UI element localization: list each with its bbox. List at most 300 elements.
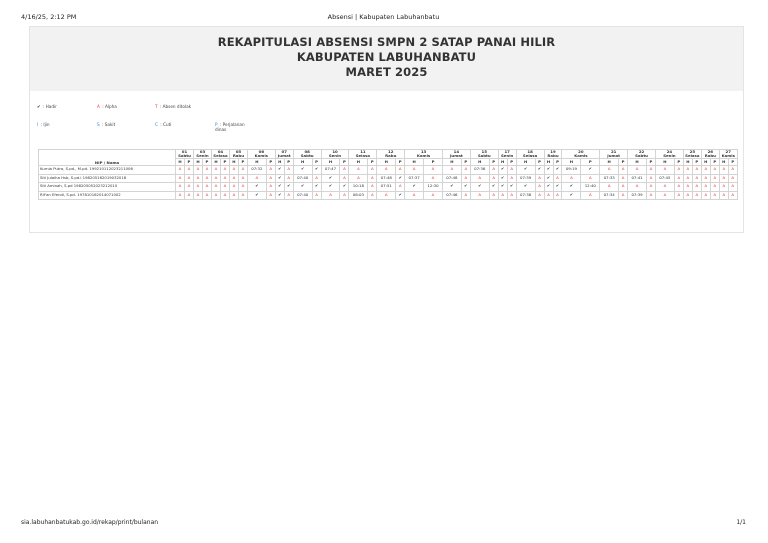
alpha-mark: A [562,174,581,183]
day-date: 04 [217,149,224,154]
day-date: 17 [504,149,510,154]
day-header [377,150,405,159]
day-name: Selasa [685,153,700,158]
check-icon: ✔ [507,183,516,192]
alpha-mark: A [193,183,202,192]
check-icon: ✔ [340,183,349,192]
day-name: Rabu [704,153,716,158]
check-icon: ✔ [396,191,405,200]
report-title-school: REKAPITULASI ABSENSI SMPN 2 SATAP PANAI HILIR [217,35,556,49]
day-header [470,150,498,159]
alpha-mark: A [377,166,396,175]
check-icon: ✔ [470,183,489,192]
day-header [719,150,737,159]
attendance-time: 07:38 [516,191,535,200]
attendance-time: 07:39 [628,191,647,200]
page-url: sia.labuhanbatukab.go.id/rekap/print/bulanan [21,519,159,526]
header-row-dates [39,150,738,159]
check-icon: ✔ [284,183,293,192]
alpha-mark: A [266,166,275,175]
day-header [405,150,443,159]
alpha-mark: A [229,166,238,175]
day-date: 11 [360,149,366,154]
hadir-subheader: H [442,159,461,166]
check-icon: ✔ [37,104,41,109]
day-name: Sabtu [178,153,191,158]
alpha-mark: A [600,183,619,192]
hadir-subheader: H [247,159,266,166]
alpha-mark: A [424,174,443,183]
alpha-mark: A [719,183,728,192]
day-name: Jumat [607,153,621,158]
alpha-mark: A [619,183,628,192]
alpha-mark: A [405,191,424,200]
check-icon: ✔ [321,183,340,192]
alpha-mark: A [581,191,600,200]
alpha-mark: A [211,183,220,192]
alpha-mark: A [553,191,562,200]
hadir-subheader: H [377,159,396,166]
alpha-mark: A [368,174,377,183]
alpha-mark: A [683,166,692,175]
report-page [29,26,744,233]
alpha-mark: A [238,191,247,200]
check-icon: ✔ [544,183,553,192]
alpha-mark: A [470,191,489,200]
alpha-mark: A [674,166,683,175]
day-date: 08 [304,149,310,154]
hadir-subheader: H [229,159,238,166]
hadir-subheader: H [701,159,710,166]
alpha-mark: A [507,174,516,183]
day-date: 19 [550,149,556,154]
alpha-mark: A [655,191,674,200]
day-header [600,150,628,159]
day-name: Senin [196,153,209,158]
hadir-subheader: H [405,159,424,166]
print-footer [21,519,746,529]
alpha-mark: A [719,174,728,183]
pulang-subheader: P [238,159,247,166]
day-header [321,150,349,159]
alpha-mark: A [683,183,692,192]
hadir-subheader: H [321,159,340,166]
day-header [176,150,194,159]
day-header [211,150,229,159]
pulang-subheader: P [619,159,628,166]
attendance-time: 07:37 [405,174,424,183]
alpha-mark: A [719,191,728,200]
check-icon: ✔ [275,166,284,175]
report-title-period: MARET 2025 [345,65,428,79]
pulang-subheader: P [674,159,683,166]
attendance-time: 09:19 [562,166,581,175]
check-icon: ✔ [396,174,405,183]
alpha-mark: A [701,166,710,175]
attendance-time: 07:48 [442,174,461,183]
alpha-mark: A [202,183,211,192]
check-icon: ✔ [553,166,562,175]
alpha-mark: A [461,174,470,183]
alpha-mark: A [719,166,728,175]
check-icon: ✔ [489,183,498,192]
hadir-subheader: H [516,159,535,166]
alpha-mark: A [284,166,293,175]
hadir-subheader: H [655,159,674,166]
alpha-mark: A [220,166,229,175]
pulang-subheader: P [312,159,321,166]
day-header [229,150,247,159]
day-date: 24 [666,149,673,154]
alpha-mark: A [184,183,193,192]
legend-item-ditolak: T : Absen ditolak [155,104,192,109]
pulang-subheader: P [489,159,498,166]
day-date: 27 [725,149,731,154]
alpha-mark: A [507,166,516,175]
print-date: 4/16/25, 2:12 PM [21,13,77,21]
legend-item-hadir: ✔ : Hadir [37,104,57,109]
day-header [516,150,544,159]
alpha-mark: A [692,183,701,192]
alpha-mark: A [544,191,553,200]
alpha-mark: A [489,166,498,175]
alpha-mark: A [396,183,405,192]
check-icon: ✔ [544,166,553,175]
alpha-mark: A [646,174,655,183]
alpha-mark: A [728,174,737,183]
day-name: Rabu [385,153,397,158]
attendance-table-body [39,166,738,200]
pulang-subheader: P [396,159,405,166]
day-name: Rabu [232,153,244,158]
alpha-mark: A [193,191,202,200]
alpha-mark: A [619,191,628,200]
check-icon: ✔ [498,166,507,175]
day-date: 10 [332,149,338,154]
alpha-mark: A [193,174,202,183]
attendance-time: 07:34 [600,191,619,200]
attendance-time: 12:30 [424,183,443,192]
day-header [628,150,656,159]
day-name: Kamis [721,153,735,158]
hadir-subheader: H [544,159,553,166]
attendance-time: 07:33 [600,174,619,183]
check-icon: ✔ [581,166,600,175]
attendance-time: 08:03 [349,191,368,200]
attendance-time: 07:40 [293,174,312,183]
day-date: 07 [281,149,287,154]
day-name: Kamis [574,153,588,158]
alpha-mark: A [683,174,692,183]
alpha-mark: A [340,166,349,175]
alpha-mark: A [535,183,544,192]
check-icon: ✔ [516,183,535,192]
legend-item-cuti: C : Cuti [155,122,172,127]
alpha-mark: A [211,174,220,183]
attendance-time: 07:32 [247,166,266,175]
day-header [544,150,562,159]
alpha-mark: A [461,191,470,200]
hadir-subheader: H [275,159,284,166]
check-icon: ✔ [516,166,535,175]
alpha-mark: A [498,191,507,200]
alpha-mark: A [238,183,247,192]
day-header [562,150,600,159]
hadir-subheader: H [562,159,581,166]
day-date: 21 [610,149,617,154]
legend-item-perjalanan: P : Perjalanan dinas [215,122,245,132]
alpha-mark: A [470,174,489,183]
alpha-mark: A [211,191,220,200]
day-header [193,150,211,159]
alpha-mark: A [674,183,683,192]
day-date: 14 [453,149,460,154]
alpha-mark: A [284,191,293,200]
day-date: 20 [578,149,584,154]
document-title: Absensi | Kabupaten Labuhanbatu [327,13,440,21]
day-date: 15 [481,149,487,154]
pulang-subheader: P [692,159,701,166]
attendance-time: 07:47 [321,166,340,175]
alpha-mark: A [674,174,683,183]
alpha-mark: A [229,174,238,183]
table-row [39,174,738,183]
day-date: 05 [235,149,242,154]
check-icon: ✔ [293,183,312,192]
alpha-mark: A [701,183,710,192]
check-icon: ✔ [498,174,507,183]
day-name: Rabu [547,153,559,158]
employee-name: Siti Aminah, S.pd 198205052023212010 [39,183,176,192]
alpha-mark: A [442,166,461,175]
alpha-mark: A [266,183,275,192]
alpha-mark: A [238,166,247,175]
alpha-mark: A [710,166,719,175]
alpha-mark: A [581,174,600,183]
day-name: Kamis [254,153,268,158]
day-header [442,150,470,159]
attendance-table [38,149,738,200]
alpha-mark: A [674,191,683,200]
day-name: Sabtu [635,153,648,158]
pulang-subheader: P [646,159,655,166]
alpha-mark: A [710,191,719,200]
alpha-mark: A [489,174,498,183]
attendance-time: 07:45 [655,174,674,183]
hadir-subheader: H [176,159,185,166]
alpha-mark: A [349,174,368,183]
alpha-mark: A [628,183,647,192]
alpha-mark: A [710,183,719,192]
alpha-mark: A [619,166,628,175]
check-icon: ✔ [275,174,284,183]
check-icon: ✔ [442,183,461,192]
day-name: Senin [663,153,676,158]
report-title-regency: KABUPATEN LABUHANBATU [296,50,477,64]
alpha-mark: A [321,191,340,200]
day-date: 18 [527,149,533,154]
alpha-mark: A [683,191,692,200]
day-date: 13 [420,149,427,154]
pulang-subheader: P [553,159,562,166]
alpha-mark: A [202,174,211,183]
alpha-mark: A [220,191,229,200]
day-date: 26 [707,149,713,154]
day-date: 06 [258,149,265,154]
hadir-subheader: H [719,159,728,166]
alpha-mark: A [247,174,266,183]
alpha-mark: A [489,191,498,200]
check-icon: ✔ [461,183,470,192]
pulang-subheader: P [284,159,293,166]
attendance-time: 10:18 [349,183,368,192]
alpha-mark: A [692,174,701,183]
alpha-mark: A [202,166,211,175]
pulang-subheader: P [728,159,737,166]
hadir-subheader: H [628,159,647,166]
alpha-mark: A [692,166,701,175]
legend-item-sakit: S : Sakit [97,122,116,127]
day-name: Selasa [355,153,371,158]
alpha-mark: A [646,191,655,200]
check-icon: ✔ [321,174,340,183]
check-icon: ✔ [562,183,581,192]
employee-name: Siti Julaiha Hsb, S.pd.i 198205162019032018 [39,174,176,183]
pulang-subheader: P [581,159,600,166]
hadir-subheader: H [193,159,202,166]
day-name: Selasa [522,153,538,158]
alpha-mark: A [220,174,229,183]
alpha-mark: A [646,183,655,192]
pulang-subheader: P [220,159,229,166]
table-row [39,183,738,192]
report-title-block [30,27,743,91]
alpha-mark: A [628,166,647,175]
check-icon: ✔ [312,183,321,192]
day-name: Jumat [277,153,291,158]
page-number: 1/1 [736,519,746,526]
alpha-mark: A [461,166,470,175]
alpha-mark: A [220,183,229,192]
alpha-mark: A [728,183,737,192]
alpha-mark: A [619,174,628,183]
check-icon: ✔ [562,191,581,200]
attendance-time: 12:40 [581,183,600,192]
alpha-mark: A [266,191,275,200]
pulang-subheader: P [461,159,470,166]
table-row [39,191,738,200]
alpha-mark: A [701,191,710,200]
day-header [293,150,321,159]
alpha-mark: A [184,174,193,183]
alpha-mark: A [184,191,193,200]
hadir-subheader: H [293,159,312,166]
day-name: Jumat [449,153,463,158]
alpha-mark: A [405,166,424,175]
attendance-time: 07:39 [516,174,535,183]
hadir-subheader: H [211,159,220,166]
day-name: Kamis [416,153,431,158]
day-name: Senin [328,153,342,158]
legend-item-ijin: I : Ijin [37,122,50,127]
hadir-subheader: H [600,159,619,166]
attendance-time: 07:48 [377,174,396,183]
alpha-mark: A [184,166,193,175]
hadir-subheader: H [470,159,489,166]
attendance-time: 07:51 [377,183,396,192]
pulang-subheader: P [202,159,211,166]
day-header [275,150,293,159]
alpha-mark: A [266,174,275,183]
alpha-mark: A [312,174,321,183]
alpha-mark: A [340,174,349,183]
pulang-subheader: P [424,159,443,166]
print-header [21,13,746,23]
alpha-mark: A [655,183,674,192]
alpha-mark: A [377,191,396,200]
day-name: Sabtu [300,153,314,158]
day-header [655,150,683,159]
check-icon: ✔ [535,166,544,175]
alpha-mark: A [646,166,655,175]
alpha-mark: A [176,191,185,200]
alpha-mark: A [507,191,516,200]
day-name: Senin [501,153,514,158]
check-icon: ✔ [293,166,312,175]
hadir-subheader: H [498,159,507,166]
legend-item-alpha: A : Alpha [97,104,117,109]
pulang-subheader: P [507,159,516,166]
check-icon: ✔ [275,183,284,192]
attendance-time: 07:36 [470,166,489,175]
check-icon: ✔ [405,183,424,192]
table-row [39,166,738,175]
attendance-time: 07:46 [442,191,461,200]
check-icon: ✔ [247,191,266,200]
day-header [683,150,701,159]
alpha-mark: A [211,166,220,175]
alpha-mark: A [229,183,238,192]
check-icon: ✔ [312,166,321,175]
hadir-subheader: H [349,159,368,166]
alpha-mark: A [312,191,321,200]
alpha-mark: A [692,191,701,200]
alpha-mark: A [284,174,293,183]
alpha-mark: A [340,191,349,200]
name-column-header: NIP / Nama [39,150,176,166]
alpha-mark: A [535,174,544,183]
check-icon: ✔ [498,183,507,192]
day-header [498,150,516,159]
attendance-table-wrapper [38,149,737,200]
day-date: 25 [689,149,696,154]
pulang-subheader: P [710,159,719,166]
alpha-mark: A [176,183,185,192]
alpha-mark: A [701,174,710,183]
check-icon: ✔ [544,174,553,183]
day-date: 01 [181,149,188,154]
employee-name: Kurnia Putra, S.pd., M.pd. 199210112023211006 [39,166,176,175]
alpha-mark: A [176,166,185,175]
pulang-subheader: P [340,159,349,166]
pulang-subheader: P [266,159,275,166]
day-date: 03 [199,149,206,154]
alpha-mark: A [193,166,202,175]
day-header [247,150,275,159]
hadir-subheader: H [683,159,692,166]
alpha-mark: A [424,191,443,200]
employee-name: Rif'an Efendi, S.pd. 197810162014071002 [39,191,176,200]
